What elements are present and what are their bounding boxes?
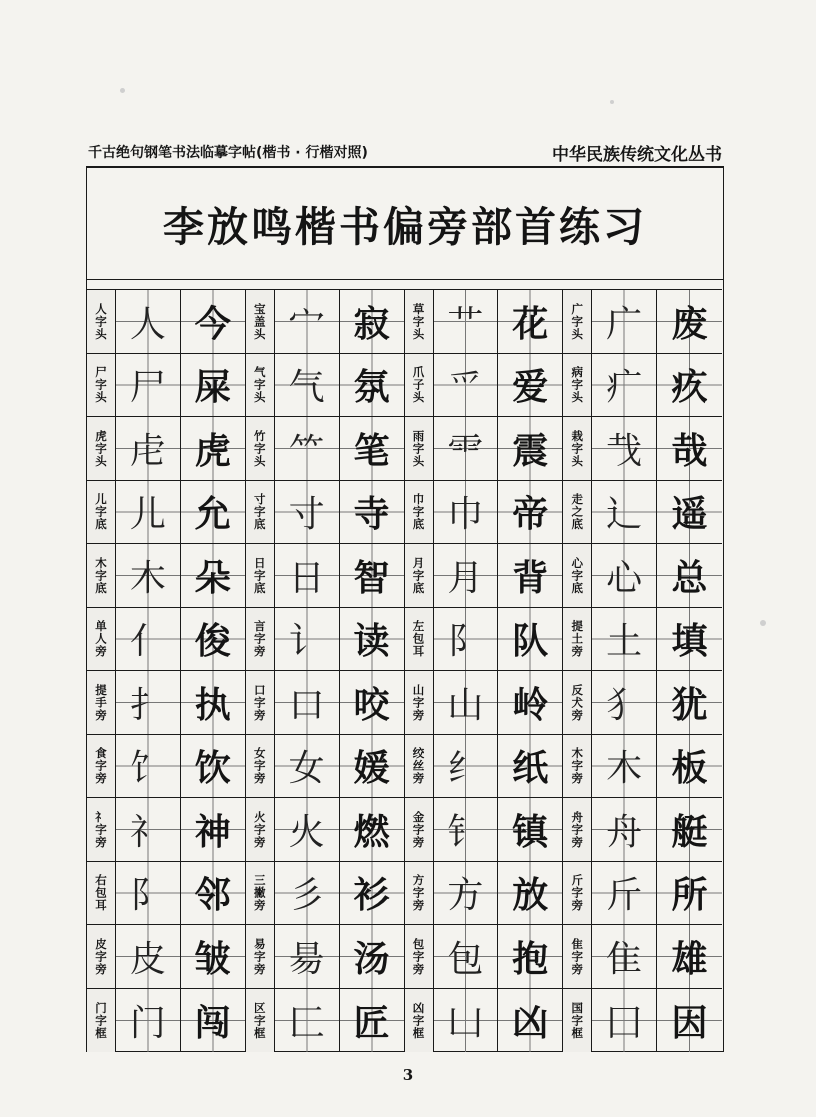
- radical-label: 方字旁: [405, 862, 434, 926]
- radical-character: 疒: [592, 354, 657, 418]
- radical-label: 凶字框: [405, 989, 434, 1053]
- radical-label: 尸字头: [87, 354, 116, 418]
- radical-character: 讠: [275, 608, 340, 672]
- example-character: 抱: [498, 925, 563, 989]
- radical-character: 气: [275, 354, 340, 418]
- example-character: 爱: [498, 354, 563, 418]
- example-character: 犹: [657, 671, 722, 735]
- example-character: 因: [657, 989, 722, 1053]
- example-character: 今: [181, 290, 246, 354]
- example-character: 匠: [340, 989, 405, 1053]
- example-character: 智: [340, 544, 405, 608]
- radical-label: 寸字底: [246, 481, 275, 545]
- radical-character: 钅: [434, 798, 499, 862]
- example-character: 皱: [181, 925, 246, 989]
- page-header: [86, 140, 724, 168]
- example-character: 遥: [657, 481, 722, 545]
- example-character: 废: [657, 290, 722, 354]
- radical-character: 虍: [116, 417, 181, 481]
- radical-label: 礻字旁: [87, 798, 116, 862]
- radical-character: 匚: [275, 989, 340, 1053]
- example-character: 板: [657, 735, 722, 799]
- example-character: 震: [498, 417, 563, 481]
- radical-character: 口: [275, 671, 340, 735]
- example-character: 神: [181, 798, 246, 862]
- radical-character: 木: [116, 544, 181, 608]
- radical-character: 月: [434, 544, 499, 608]
- example-character: 镇: [498, 798, 563, 862]
- page-number: 3: [402, 1066, 414, 1084]
- example-character: 总: [657, 544, 722, 608]
- radical-label: 言字旁: [246, 608, 275, 672]
- practice-sheet: [86, 166, 724, 1052]
- radical-label: 右包耳: [87, 862, 116, 926]
- radical-label: 金字旁: [405, 798, 434, 862]
- radical-character: ⺮: [275, 417, 340, 481]
- example-character: 哉: [657, 417, 722, 481]
- paper-speck: [120, 88, 125, 93]
- radical-label: 斤字旁: [563, 862, 592, 926]
- radical-character: 囗: [592, 989, 657, 1053]
- example-character: 衫: [340, 862, 405, 926]
- radical-character: 山: [434, 671, 499, 735]
- radical-label: 气字头: [246, 354, 275, 418]
- radical-character: 皮: [116, 925, 181, 989]
- radical-label: 区字框: [246, 989, 275, 1053]
- example-character: 寂: [340, 290, 405, 354]
- example-character: 填: [657, 608, 722, 672]
- radical-label: 火字旁: [246, 798, 275, 862]
- radical-character: 舟: [592, 798, 657, 862]
- example-character: 艇: [657, 798, 722, 862]
- radical-label: 门字框: [87, 989, 116, 1053]
- radical-label: 爪子头: [405, 354, 434, 418]
- example-character: 笔: [340, 417, 405, 481]
- radical-character: 日: [275, 544, 340, 608]
- radical-character: 门: [116, 989, 181, 1053]
- radical-label: 宝盖头: [246, 290, 275, 354]
- radical-character: 巾: [434, 481, 499, 545]
- radical-character: 尸: [116, 354, 181, 418]
- radical-character: 广: [592, 290, 657, 354]
- series-title-left: 千古绝句钢笔书法临摹字帖(楷书 · 行楷对照): [88, 145, 368, 161]
- example-character: 燃: [340, 798, 405, 862]
- radical-label: 包字旁: [405, 925, 434, 989]
- radical-label: 病字头: [563, 354, 592, 418]
- radical-character: 火: [275, 798, 340, 862]
- example-character: 帝: [498, 481, 563, 545]
- radical-character: 礻: [116, 798, 181, 862]
- radical-label: 竹字头: [246, 417, 275, 481]
- example-character: 闯: [181, 989, 246, 1053]
- radical-label: 皮字旁: [87, 925, 116, 989]
- example-character: 寺: [340, 481, 405, 545]
- example-character: 雄: [657, 925, 722, 989]
- example-character: 凶: [498, 989, 563, 1053]
- radical-character: 纟: [434, 735, 499, 799]
- radical-label: 心字底: [563, 544, 592, 608]
- radical-label: 木字底: [87, 544, 116, 608]
- example-character: 邻: [181, 862, 246, 926]
- radical-character: 方: [434, 862, 499, 926]
- radical-character: 艹: [434, 290, 499, 354]
- radical-label: 易字旁: [246, 925, 275, 989]
- radical-label: 人字头: [87, 290, 116, 354]
- radical-label: 口字旁: [246, 671, 275, 735]
- radical-label: 隹字旁: [563, 925, 592, 989]
- title-box: [87, 167, 723, 280]
- example-character: 放: [498, 862, 563, 926]
- radical-character: 宀: [275, 290, 340, 354]
- radical-character: 隹: [592, 925, 657, 989]
- radical-label: 巾字底: [405, 481, 434, 545]
- radical-label: 山字旁: [405, 671, 434, 735]
- series-title-right: 中华民族传统文化丛书: [552, 145, 722, 165]
- radical-grid: [87, 289, 722, 1052]
- example-character: 允: [181, 481, 246, 545]
- radical-character: 木: [592, 735, 657, 799]
- radical-label: 左包耳: [405, 608, 434, 672]
- radical-character: 包: [434, 925, 499, 989]
- radical-label: 食字旁: [87, 735, 116, 799]
- radical-character: 心: [592, 544, 657, 608]
- radical-character: 凵: [434, 989, 499, 1053]
- example-character: 屎: [181, 354, 246, 418]
- radical-character: 女: [275, 735, 340, 799]
- page-title: 李放鸣楷书偏旁部首练习: [163, 202, 647, 251]
- radical-character: 彡: [275, 862, 340, 926]
- radical-character: 斤: [592, 862, 657, 926]
- radical-label: 绞丝旁: [405, 735, 434, 799]
- radical-label: 单人旁: [87, 608, 116, 672]
- example-character: 花: [498, 290, 563, 354]
- radical-label: 国字框: [563, 989, 592, 1053]
- radical-label: 反犬旁: [563, 671, 592, 735]
- radical-character: 昜: [275, 925, 340, 989]
- radical-label: 木字旁: [563, 735, 592, 799]
- example-character: 俊: [181, 608, 246, 672]
- example-character: 朵: [181, 544, 246, 608]
- example-character: 读: [340, 608, 405, 672]
- radical-character: 阝: [434, 608, 499, 672]
- radical-label: 女字旁: [246, 735, 275, 799]
- example-character: 队: [498, 608, 563, 672]
- radical-label: 三撇旁: [246, 862, 275, 926]
- radical-label: 舟字旁: [563, 798, 592, 862]
- radical-character: 爫: [434, 354, 499, 418]
- radical-character: 寸: [275, 481, 340, 545]
- example-character: 媛: [340, 735, 405, 799]
- paper-speck: [610, 100, 614, 104]
- radical-label: 提土旁: [563, 608, 592, 672]
- example-character: 疚: [657, 354, 722, 418]
- example-character: 汤: [340, 925, 405, 989]
- radical-label: 提手旁: [87, 671, 116, 735]
- example-character: 咬: [340, 671, 405, 735]
- example-character: 所: [657, 862, 722, 926]
- radical-label: 雨字头: [405, 417, 434, 481]
- radical-character: 犭: [592, 671, 657, 735]
- radical-character: 阝: [116, 862, 181, 926]
- radical-character: 儿: [116, 481, 181, 545]
- radical-label: 走之底: [563, 481, 592, 545]
- example-character: 氛: [340, 354, 405, 418]
- example-character: 虎: [181, 417, 246, 481]
- example-character: 纸: [498, 735, 563, 799]
- radical-label: 草字头: [405, 290, 434, 354]
- radical-label: 虎字头: [87, 417, 116, 481]
- radical-character: 扌: [116, 671, 181, 735]
- radical-character: ⻗: [434, 417, 499, 481]
- radical-label: 栽字头: [563, 417, 592, 481]
- radical-character: 亻: [116, 608, 181, 672]
- radical-label: 儿字底: [87, 481, 116, 545]
- radical-character: 辶: [592, 481, 657, 545]
- radical-character: 土: [592, 608, 657, 672]
- radical-character: 𢦏: [592, 417, 657, 481]
- radical-character: 饣: [116, 735, 181, 799]
- radical-label: 月字底: [405, 544, 434, 608]
- example-character: 岭: [498, 671, 563, 735]
- radical-label: 日字底: [246, 544, 275, 608]
- example-character: 背: [498, 544, 563, 608]
- radical-label: 广字头: [563, 290, 592, 354]
- example-character: 饮: [181, 735, 246, 799]
- radical-character: 人: [116, 290, 181, 354]
- paper-speck: [760, 620, 766, 626]
- example-character: 执: [181, 671, 246, 735]
